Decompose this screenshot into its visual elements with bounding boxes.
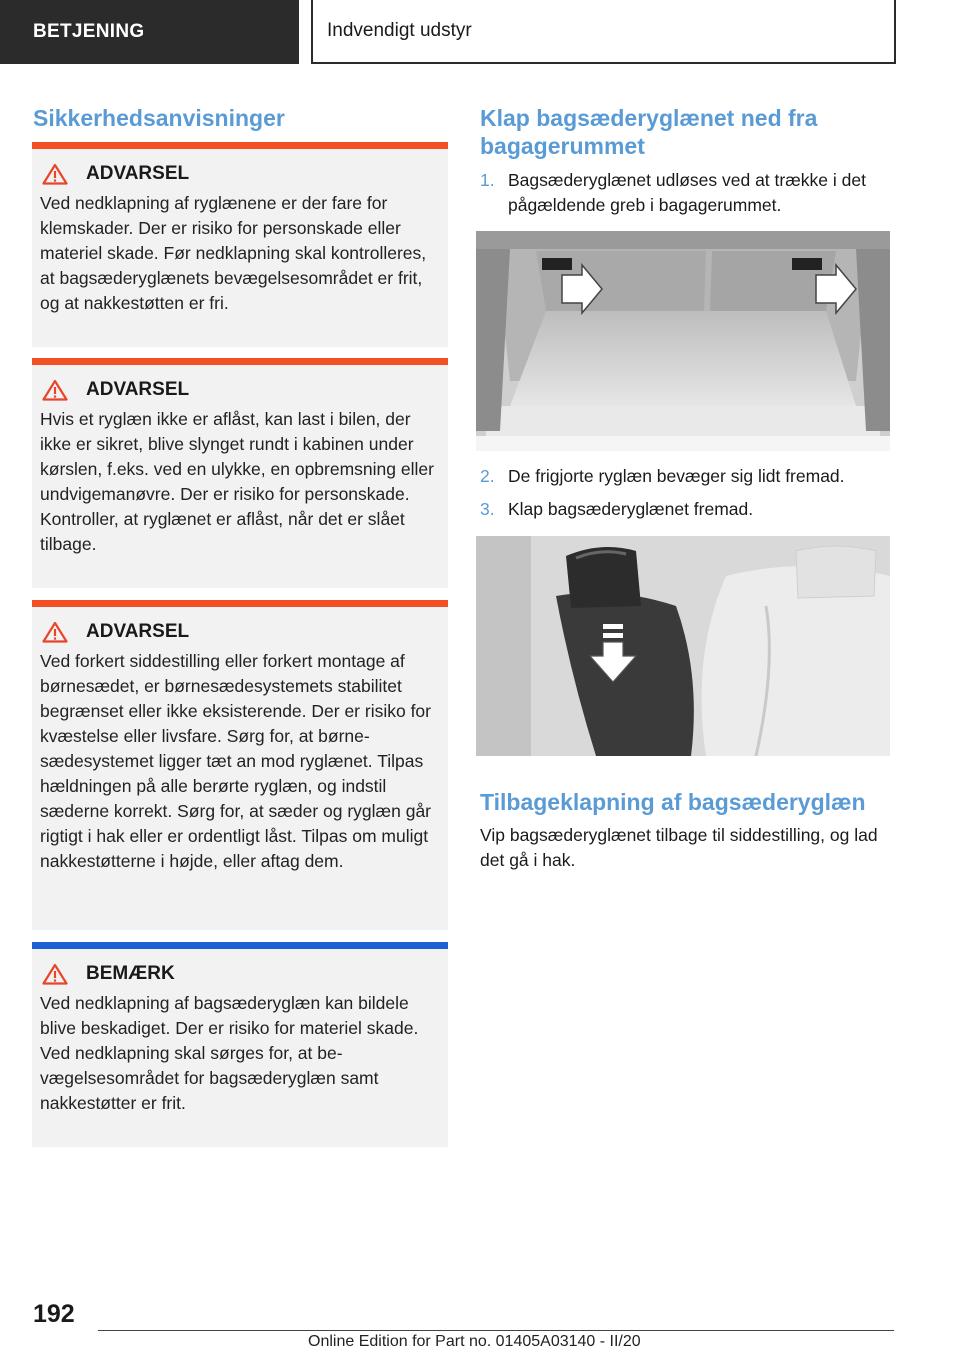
header-section — [0, 0, 299, 64]
safety-heading: Sikkerhedsanvisninger — [33, 105, 285, 131]
warning-box-title: ADVARSEL — [40, 163, 440, 185]
warning-box-title: ADVARSEL — [40, 379, 440, 401]
warning-box-1 — [32, 142, 448, 347]
step-item: 3. Klap bagsæderyglænet fremad. — [480, 499, 754, 519]
warning-triangle-icon — [42, 963, 68, 985]
notice-box — [32, 942, 448, 1147]
warning-box-text: Hvis et ryglæn ikke er aflåst, kan last i bilen, der ikke er sikret, blive slynget rundt i kabinen under kørslen, f.eks. ved en ulykke, en opbremsning eller undvigemanøvre. Der er risiko for personskade. Kontroller, at ryglænet er aflåst, når det er slået tilbage. — [40, 409, 434, 554]
notice-box-title: BEMÆRK — [40, 963, 440, 985]
trunk-release-photo — [476, 231, 890, 451]
edition-text: Online Edition for Part no. 01405A03140 - II/20 — [308, 1333, 641, 1350]
seat-fold-photo — [476, 536, 890, 756]
step-item: 2. De frigjorte ryglæn bevæger sig lidt fremad. — [480, 466, 845, 486]
fold-back-heading: Tilbageklapning af bagsæderyglæn — [480, 789, 866, 815]
step-list-2 — [480, 464, 890, 522]
page-number: 192 — [33, 1300, 75, 1328]
warning-box-text: Ved forkert siddestilling eller forkert montage af børnesædet, er børnesædesystemets stabilitet begrænset eller ikke eksisterende. Der er risiko for kvæstelse eller livsfare. Sørg for, at børnesædesystemet ligger tæt an mod ryglænet. Tilpas hældningen på alle berørte ryglæn, og indstil sæderne korrekt. Sørg for, at sæder og ryglæn går rigtigt i hak eller er ordentligt låst. Tilpas om muligt nakkestøtterne i højde, eller aftag dem. — [40, 651, 431, 871]
warning-triangle-icon — [42, 379, 68, 401]
fold-down-heading: Klap bagsæderyglænet ned fra bagagerummet — [480, 105, 818, 159]
warning-triangle-icon — [42, 163, 68, 185]
section-title: BETJENING — [33, 21, 145, 42]
warning-box-title: ADVARSEL — [40, 621, 440, 643]
step-item: 1. Bagsæderyglænet udløses ved at trække i det pågældende greb i bagagerummet. — [480, 170, 866, 215]
header-chapter — [311, 0, 896, 64]
footer-divider — [98, 1330, 894, 1331]
warning-box-2 — [32, 358, 448, 588]
warning-box-text: Ved nedklapning af ryglænene er der fare for klemskader. Der er risiko for personskade eller materiel skade. Før nedklapning skal kontrolleres, at bagsæderyglænets bevægelsesområdet er frit, og at nakkestøtten er fri. — [40, 193, 427, 313]
fold-back-paragraph: Vip bagsæderyglænet tilbage til siddestilling, og lad det gå i hak. — [480, 825, 878, 870]
warning-box-3 — [32, 600, 448, 930]
notice-box-text: Ved nedklapning af bagsæderyglæn kan bildele blive beskadiget. Der er risiko for materiel skade. Ved nedklapning skal sørges for, at bevægelsesområdet for bagsæderyglæn samt nakkestøtter er frit. — [40, 993, 419, 1113]
chapter-title: Indvendigt udstyr — [327, 20, 472, 41]
step-list-1 — [480, 168, 890, 218]
warning-triangle-icon — [42, 621, 68, 643]
